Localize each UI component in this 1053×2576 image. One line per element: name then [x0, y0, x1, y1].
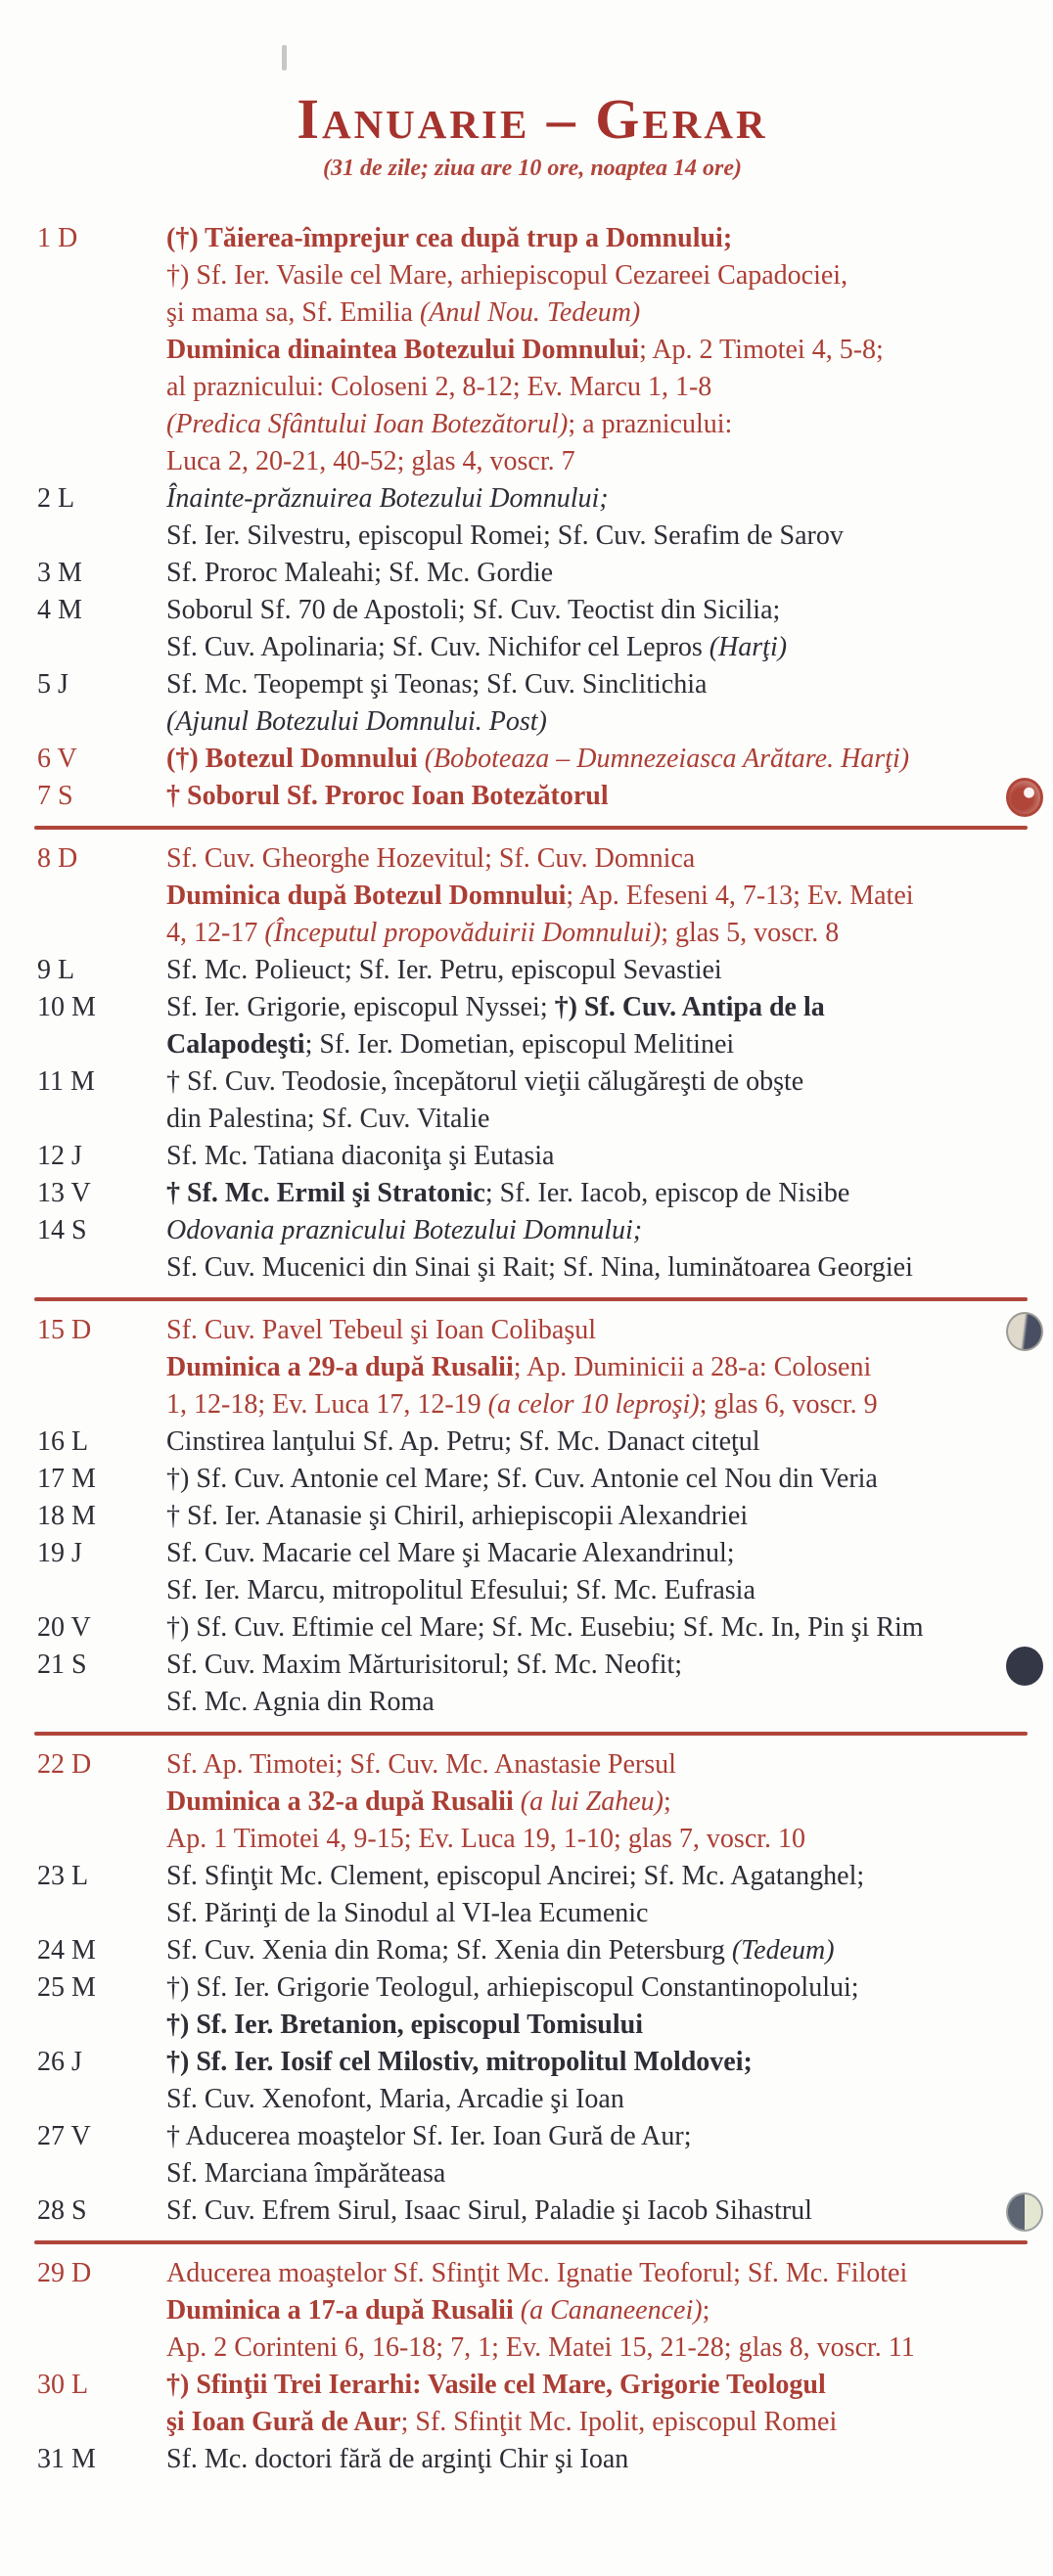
- entry-line: [166, 2155, 1028, 2192]
- day-row: [37, 666, 1028, 741]
- day-entries: [166, 1535, 1028, 1609]
- text-segment: 4, 12-17: [166, 917, 265, 948]
- text-segment: 1, 12-18; Ev. Luca 17, 12-19: [166, 1388, 488, 1420]
- text-segment: (Începutul propovăduirii Domnului): [264, 917, 662, 948]
- day-row: [37, 592, 1028, 666]
- text-segment: ; Ap. Efeseni 4, 7-13; Ev. Matei: [566, 880, 914, 911]
- day-entries: [166, 1932, 1028, 1969]
- text-segment: †) Sf. Cuv. Eftimie cel Mare; Sf. Mc. Eusebiu; Sf. Mc. In, Pin şi Rim: [166, 1611, 924, 1643]
- day-number: 11 M: [37, 1065, 95, 1097]
- day-number: 12 J: [37, 1140, 82, 1171]
- text-segment: ; Sf. Sfinţit Mc. Ipolit, episcopul Romei: [400, 2406, 838, 2437]
- day-entries: [166, 741, 1028, 778]
- day-number: 27 V: [37, 2120, 91, 2151]
- day-number: 24 M: [37, 1934, 96, 1966]
- day-entries: [166, 1461, 1028, 1498]
- day-row: [37, 1535, 1028, 1609]
- entry-line: [166, 294, 1028, 332]
- text-segment: Sf. Ier. Marcu, mitropolitul Efesului; Sf. Mc. Eufrasia: [166, 1574, 755, 1605]
- day-entries: [166, 1175, 1028, 1212]
- text-segment: † Aducerea moaştelor Sf. Ier. Ioan Gură de Aur;: [166, 2120, 692, 2151]
- entry-line: [166, 2007, 1028, 2044]
- text-segment: Sf. Ier. Grigorie, episcopul Nyssei;: [166, 991, 555, 1022]
- scan-artifact-tick: [282, 45, 287, 70]
- text-segment: (†) Botezul Domnului: [166, 743, 425, 774]
- entry-line: [166, 2367, 1028, 2404]
- day-number: 23 L: [37, 1860, 89, 1891]
- day-number: 13 V: [37, 1177, 91, 1208]
- day-number: 21 S: [37, 1649, 87, 1680]
- day-number: 10 M: [37, 991, 96, 1022]
- text-segment: şi Ioan Gură de Aur: [166, 2406, 401, 2437]
- day-entries: [166, 1746, 1028, 1858]
- entry-line: [166, 1784, 1028, 1821]
- text-segment: †) Sf. Ier. Iosif cel Milostiv, mitropolitul Moldovei;: [166, 2046, 753, 2077]
- week-separator-rule: [34, 826, 1028, 830]
- day-entries: [166, 952, 1028, 989]
- entry-line: [166, 257, 1028, 294]
- entry-line: [166, 406, 1028, 443]
- week-separator-rule: [34, 1297, 1028, 1301]
- entry-line: [166, 1312, 1028, 1349]
- day-number: 2 L: [37, 482, 75, 514]
- text-segment: Sf. Cuv. Apolinaria; Sf. Cuv. Nichifor cel Lepros: [166, 631, 710, 662]
- day-row: [37, 1175, 1028, 1212]
- day-number: 4 M: [37, 594, 82, 625]
- day-number: 20 V: [37, 1611, 91, 1643]
- page-subtitle: (31 de zile; ziua are 10 ore, noaptea 14 ore): [323, 155, 742, 181]
- day-number: 28 S: [37, 2194, 87, 2226]
- entry-line: [166, 2329, 1028, 2367]
- entry-line: [166, 1895, 1028, 1932]
- day-number: 3 M: [37, 557, 82, 588]
- text-segment: din Palestina; Sf. Cuv. Vitalie: [166, 1103, 490, 1134]
- last-quarter-icon: [1006, 1312, 1043, 1351]
- day-row: [37, 778, 1028, 815]
- day-entries: [166, 1969, 1028, 2044]
- text-segment: (Predica Sfântului Ioan Botezătorul): [166, 408, 569, 439]
- text-segment: Soborul Sf. 70 de Apostoli; Sf. Cuv. Teoctist din Sicilia;: [166, 594, 781, 625]
- day-entries: [166, 1498, 1028, 1535]
- entry-line: [166, 2118, 1028, 2155]
- day-number: 7 S: [37, 780, 73, 811]
- day-row: [37, 840, 1028, 952]
- day-entries: [166, 1212, 1028, 1287]
- text-segment: Sf. Cuv. Xenia din Roma; Sf. Xenia din Petersburg: [166, 1934, 732, 1966]
- entry-line: [166, 1138, 1028, 1175]
- text-segment: Sf. Cuv. Efrem Sirul, Isaac Sirul, Paladie şi Iacob Sihastrul: [166, 2194, 812, 2226]
- entry-line: [166, 1498, 1028, 1535]
- day-entries: [166, 989, 1028, 1063]
- text-segment: Sf. Cuv. Pavel Tebeul şi Ioan Colibaşul: [166, 1314, 597, 1345]
- text-segment: †) Sf. Cuv. Antipa de la: [554, 991, 825, 1022]
- day-row: [37, 1063, 1028, 1138]
- text-segment: (a lui Zaheu): [520, 1785, 664, 1817]
- entry-line: [166, 220, 1028, 257]
- entry-line: [166, 2081, 1028, 2118]
- entry-line: [166, 1746, 1028, 1784]
- text-segment: Sf. Cuv. Gheorghe Hozevitul; Sf. Cuv. Domnica: [166, 842, 696, 874]
- entry-line: [166, 1349, 1028, 1386]
- day-entries: [166, 480, 1028, 555]
- text-segment: ;: [702, 2294, 710, 2326]
- entry-line: [166, 1572, 1028, 1609]
- day-row: [37, 1746, 1028, 1858]
- entry-line: [166, 2192, 1028, 2230]
- text-segment: Sf. Ier. Silvestru, episcopul Romei; Sf. Cuv. Serafim de Sarov: [166, 520, 844, 551]
- day-entries: [166, 1138, 1028, 1175]
- entry-line: [166, 1026, 1028, 1063]
- page-title: Ianuarie – Gerar: [297, 87, 768, 151]
- entry-line: [166, 1101, 1028, 1138]
- text-segment: ;: [663, 1785, 671, 1817]
- day-row: [37, 1212, 1028, 1287]
- entry-line: [166, 1063, 1028, 1101]
- day-row: [37, 741, 1028, 778]
- entry-line: [166, 778, 1028, 815]
- entry-line: [166, 989, 1028, 1026]
- day-number: 19 J: [37, 1537, 82, 1568]
- text-segment: (a Cananeencei): [520, 2294, 703, 2326]
- day-entries: [166, 2118, 1028, 2192]
- text-segment: †) Sfinţii Trei Ierarhi: Vasile cel Mare, Grigorie Teologul: [166, 2369, 826, 2400]
- entry-line: [166, 878, 1028, 915]
- text-segment: (Harţi): [709, 631, 788, 662]
- day-number: 15 D: [37, 1314, 92, 1345]
- text-segment: †) Sf. Ier. Grigorie Teologul, arhiepiscopul Constantinopolului;: [166, 1971, 859, 2003]
- day-entries: [166, 2044, 1028, 2118]
- text-segment: (†) Tăierea-împrejur cea după trup a Domnului;: [166, 222, 733, 253]
- entry-line: [166, 2441, 1028, 2478]
- day-number: 25 M: [37, 1971, 96, 2003]
- text-segment: (Tedeum): [731, 1934, 835, 1966]
- day-row: [37, 952, 1028, 989]
- text-segment: (Ajunul Botezului Domnului. Post): [166, 705, 547, 737]
- entry-line: [166, 1461, 1028, 1498]
- page-header: [37, 87, 1028, 183]
- text-segment: Luca 2, 20-21, 40-52; glas 4, voscr. 7: [166, 445, 575, 476]
- day-entries: [166, 2441, 1028, 2478]
- text-segment: Sf. Ap. Timotei; Sf. Cuv. Mc. Anastasie Persul: [166, 1748, 676, 1780]
- text-segment: ; Ap. 2 Timotei 4, 5-8;: [639, 334, 884, 365]
- day-number: 8 D: [37, 842, 78, 874]
- entry-line: [166, 369, 1028, 406]
- entry-line: [166, 2255, 1028, 2292]
- full-moon-icon: [1006, 778, 1043, 817]
- day-row: [37, 2255, 1028, 2367]
- week-separator-rule: [34, 1732, 1028, 1736]
- entry-line: [166, 443, 1028, 480]
- day-entries: [166, 1424, 1028, 1461]
- day-number: 26 J: [37, 2046, 82, 2077]
- day-number: 29 D: [37, 2257, 92, 2288]
- entry-line: [166, 555, 1028, 592]
- text-segment: †) Sf. Ier. Bretanion, episcopul Tomisului: [166, 2009, 644, 2040]
- day-number: 9 L: [37, 954, 75, 985]
- day-row: [37, 1498, 1028, 1535]
- text-segment: Sf. Mc. doctori fără de arginţi Chir şi Ioan: [166, 2443, 629, 2474]
- text-segment: ; Sf. Ier. Dometian, episcopul Melitinei: [304, 1028, 735, 1060]
- day-number: 31 M: [37, 2443, 96, 2474]
- day-entries: [166, 592, 1028, 666]
- day-row: [37, 1312, 1028, 1424]
- entry-line: [166, 518, 1028, 555]
- entry-line: [166, 915, 1028, 952]
- entry-line: [166, 741, 1028, 778]
- text-segment: † Soborul Sf. Proroc Ioan Botezătorul: [166, 780, 609, 811]
- text-segment: Sf. Sfinţit Mc. Clement, episcopul Ancirei; Sf. Mc. Agatanghel;: [166, 1860, 865, 1891]
- text-segment: Înainte-prăznuirea Botezului Domnului;: [166, 482, 609, 514]
- day-entries: [166, 555, 1028, 592]
- text-segment: Sf. Cuv. Macarie cel Mare şi Macarie Alexandrinul;: [166, 1537, 735, 1568]
- text-segment: (a celor 10 leproşi): [487, 1388, 700, 1420]
- text-segment: Sf. Cuv. Mucenici din Sinai şi Rait; Sf. Nina, luminătoarea Georgiei: [166, 1251, 913, 1283]
- day-entries: [166, 1858, 1028, 1932]
- day-row: [37, 220, 1028, 480]
- text-segment: † Sf. Cuv. Teodosie, începătorul vieţii călugăreşti de obşte: [166, 1065, 804, 1097]
- text-segment: Cinstirea lanţului Sf. Ap. Petru; Sf. Mc. Danact citeţul: [166, 1425, 760, 1457]
- text-segment: Duminica a 17-a după Rusalii: [166, 2294, 521, 2326]
- text-segment: Duminica a 32-a după Rusalii: [166, 1785, 521, 1817]
- day-row: [37, 2044, 1028, 2118]
- text-segment: Duminica a 29-a după Rusalii: [166, 1351, 514, 1382]
- text-segment: Sf. Marciana împărăteasa: [166, 2157, 446, 2189]
- entry-line: [166, 1969, 1028, 2007]
- day-entries: [166, 778, 1028, 815]
- entry-line: [166, 592, 1028, 629]
- day-number: 30 L: [37, 2369, 89, 2400]
- day-row: [37, 1609, 1028, 1647]
- entry-line: [166, 1386, 1028, 1424]
- day-row: [37, 1424, 1028, 1461]
- text-segment: † Sf. Ier. Atanasie şi Chiril, arhiepiscopii Alexandriei: [166, 1500, 749, 1531]
- day-number: 16 L: [37, 1425, 89, 1457]
- day-row: [37, 989, 1028, 1063]
- day-row: [37, 2367, 1028, 2441]
- day-row: [37, 1461, 1028, 1498]
- text-segment: Sf. Cuv. Xenofont, Maria, Arcadie şi Ioan: [166, 2083, 624, 2114]
- day-row: [37, 1969, 1028, 2044]
- day-row: [37, 2441, 1028, 2478]
- entry-line: [166, 332, 1028, 369]
- text-segment: (Boboteaza – Dumnezeiasca Arătare. Harţi): [424, 743, 910, 774]
- entry-line: [166, 629, 1028, 666]
- text-segment: ; glas 6, voscr. 9: [699, 1388, 878, 1420]
- day-entries: [166, 2367, 1028, 2441]
- text-segment: (Anul Nou. Tedeum): [419, 296, 641, 328]
- entry-line: [166, 2292, 1028, 2329]
- day-number: 5 J: [37, 668, 69, 700]
- text-segment: Sf. Mc. Teopempt şi Teonas; Sf. Cuv. Sinclitichia: [166, 668, 708, 700]
- entry-line: [166, 1821, 1028, 1858]
- text-segment: ; Sf. Ier. Iacob, episcop de Nisibe: [484, 1177, 850, 1208]
- text-segment: Sf. Mc. Agnia din Roma: [166, 1686, 435, 1717]
- text-segment: Odovania praznicului Botezului Domnului;: [166, 1214, 643, 1245]
- entry-line: [166, 1647, 1028, 1684]
- week-separator-rule: [34, 2240, 1028, 2244]
- text-segment: †) Sf. Ier. Vasile cel Mare, arhiepiscopul Cezareei Capadociei,: [166, 259, 848, 291]
- entry-line: [166, 952, 1028, 989]
- text-segment: †) Sf. Cuv. Antonie cel Mare; Sf. Cuv. Antonie cel Nou din Veria: [166, 1463, 878, 1494]
- day-number: 14 S: [37, 1214, 87, 1245]
- entry-line: [166, 1212, 1028, 1249]
- text-segment: ; a praznicului:: [568, 408, 733, 439]
- day-entries: [166, 220, 1028, 480]
- text-segment: Calapodeşti: [166, 1028, 305, 1060]
- first-quarter-icon: [1006, 2192, 1043, 2232]
- day-row: [37, 1932, 1028, 1969]
- day-entries: [166, 2255, 1028, 2367]
- text-segment: Sf. Cuv. Maxim Mărturisitorul; Sf. Mc. Neofit;: [166, 1649, 683, 1680]
- text-segment: Ap. 2 Corinteni 6, 16-18; 7, 1; Ev. Matei 15, 21-28; glas 8, voscr. 11: [166, 2331, 915, 2363]
- day-row: [37, 1858, 1028, 1932]
- day-entries: [166, 1609, 1028, 1647]
- entry-line: [166, 1609, 1028, 1647]
- day-row: [37, 2192, 1028, 2230]
- day-entries: [166, 2192, 1028, 2230]
- text-segment: Duminica după Botezul Domnului: [166, 880, 567, 911]
- entry-line: [166, 703, 1028, 741]
- text-segment: ; glas 5, voscr. 8: [661, 917, 840, 948]
- text-segment: Aducerea moaştelor Sf. Sfinţit Mc. Ignatie Teoforul; Sf. Mc. Filotei: [166, 2257, 908, 2288]
- day-entries: [166, 1647, 1028, 1721]
- day-number: 18 M: [37, 1500, 96, 1531]
- entry-line: [166, 666, 1028, 703]
- text-segment: Duminica dinaintea Botezului Domnului: [166, 334, 640, 365]
- text-segment: ; Ap. Duminicii a 28-a: Coloseni: [513, 1351, 872, 1382]
- day-entries: [166, 666, 1028, 741]
- entry-line: [166, 1932, 1028, 1969]
- entry-line: [166, 2044, 1028, 2081]
- text-segment: † Sf. Mc. Ermil şi Stratonic: [166, 1177, 485, 1208]
- text-segment: Sf. Mc. Polieuct; Sf. Ier. Petru, episcopul Sevastiei: [166, 954, 722, 985]
- day-number: 17 M: [37, 1463, 96, 1494]
- entry-line: [166, 840, 1028, 878]
- day-row: [37, 1647, 1028, 1721]
- day-number: 6 V: [37, 743, 77, 774]
- day-entries: [166, 1063, 1028, 1138]
- new-moon-icon: [1006, 1647, 1043, 1686]
- entry-line: [166, 2404, 1028, 2441]
- text-segment: Sf. Părinţi de la Sinodul al VI-lea Ecumenic: [166, 1897, 649, 1928]
- entry-line: [166, 1424, 1028, 1461]
- day-row: [37, 480, 1028, 555]
- entry-line: [166, 480, 1028, 518]
- entry-line: [166, 1249, 1028, 1287]
- day-number: 1 D: [37, 222, 78, 253]
- text-segment: al praznicului: Coloseni 2, 8-12; Ev. Marcu 1, 1-8: [166, 371, 712, 402]
- entry-line: [166, 1535, 1028, 1572]
- day-row: [37, 2118, 1028, 2192]
- calendar-list: [37, 220, 1028, 2478]
- entry-line: [166, 1175, 1028, 1212]
- day-row: [37, 555, 1028, 592]
- text-segment: Sf. Mc. Tatiana diaconiţa şi Eutasia: [166, 1140, 555, 1171]
- entry-line: [166, 1684, 1028, 1721]
- text-segment: Ap. 1 Timotei 4, 9-15; Ev. Luca 19, 1-10; glas 7, voscr. 10: [166, 1823, 806, 1854]
- day-row: [37, 1138, 1028, 1175]
- day-number: 22 D: [37, 1748, 92, 1780]
- text-segment: şi mama sa, Sf. Emilia: [166, 296, 420, 328]
- entry-line: [166, 1858, 1028, 1895]
- day-entries: [166, 1312, 1028, 1424]
- day-entries: [166, 840, 1028, 952]
- text-segment: Sf. Proroc Maleahi; Sf. Mc. Gordie: [166, 557, 554, 588]
